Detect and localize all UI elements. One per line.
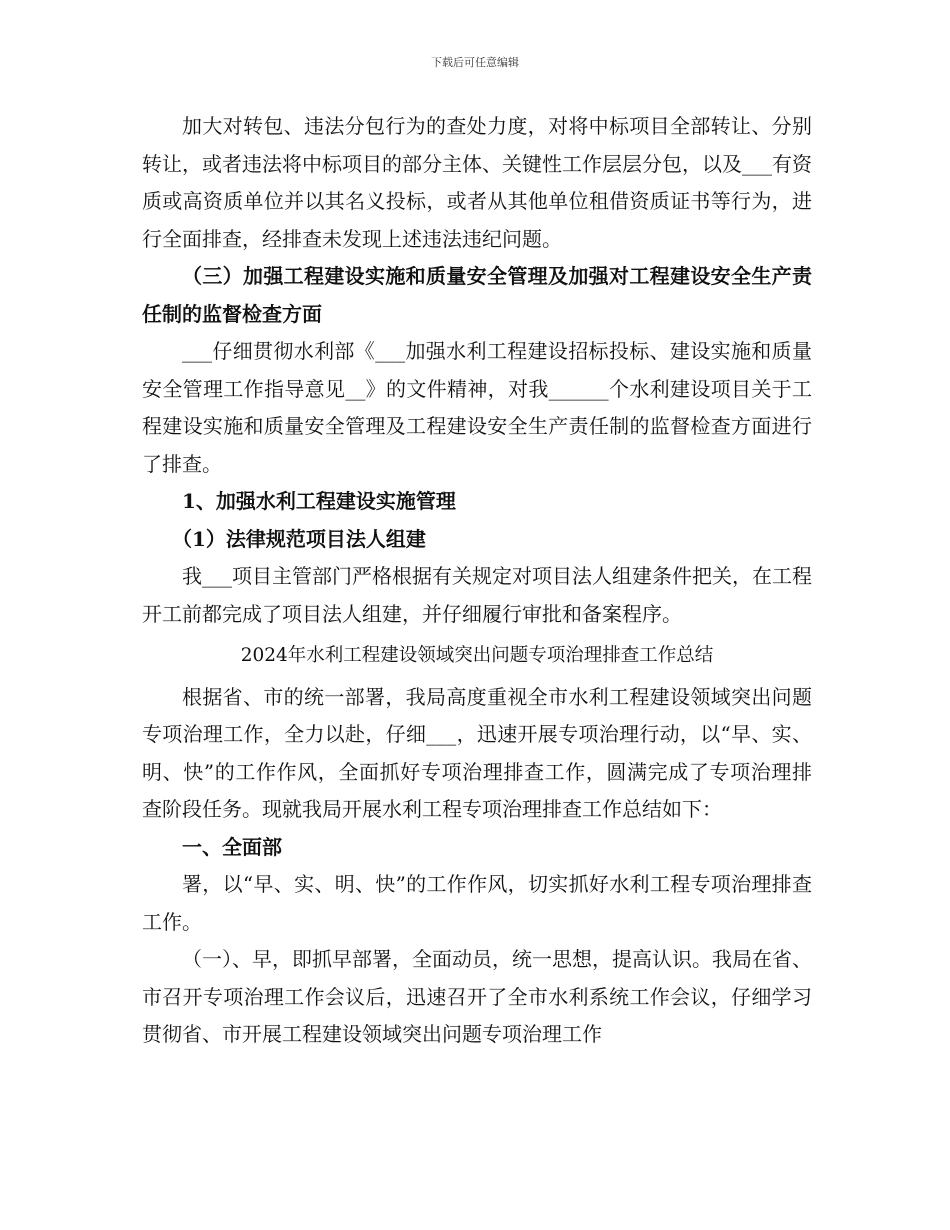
paragraph-guidance: ___仔细贯彻水利部《___加强水利工程建设招标投标、建设实施和质量安全管理工作指导意见__》的文件精神，对我______个水利建设项目关于工程建设实施和质量安全管理及工程建设安全生产责任制的监督检查方面进行了排查。 <box>142 339 812 476</box>
document-body <box>142 108 812 1054</box>
paragraph-subcontracting: 加大对转包、违法分包行为的查处力度，对将中标项目全部转让、分别转让，或者违法将中标项目的部分主体、关键性工作层层分包，以及___有资质或高资质单位并以其名义投标，或者从其他单位租借资质证书等行为，进行全面排查，经排查未发现上述违法违纪问题。 <box>142 114 812 251</box>
page-header: 下载后可任意编辑 <box>431 56 519 69</box>
paragraph-intro: 根据省、市的统一部署，我局高度重视全市水利工程建设领域突出问题专项治理工作，全力以赴，仔细___，迅速开展专项治理行动，以“早、实、明、快”的工作作风，全面抓好专项治理排查工作，圆满完成了专项治理排查阶段任务。现就我局开展水利工程专项治理排查工作总结如下： <box>142 684 812 821</box>
subsection-heading-1: 1、加强水利工程建设实施管理 <box>182 489 456 513</box>
paragraph-early-deployment: （一）、早，即抓早部署，全面动员，统一思想，提高认识。我局在省、市召开专项治理工作会议后，迅速召开了全市水利系统工作会议，仔细学习贯彻省、市开展工程建设领域突出问题专项治理工作 <box>142 947 812 1046</box>
subsection-heading-1-1: （1）法律规范项目法人组建 <box>172 526 426 551</box>
document-title: 2024年水利工程建设领域突出问题专项治理排查工作总结 <box>240 645 714 666</box>
section-heading-1: 一、全面部 <box>182 834 282 859</box>
paragraph-legal-person: 我___项目主管部门严格根据有关规定对项目法人组建条件把关，在工程开工前都完成了项目法人组建，并仔细履行审批和备案程序。 <box>142 564 812 626</box>
paragraph-work-style: 署，以“早、实、明、快”的工作作风，切实抓好水利工程专项治理排查工作。 <box>142 872 812 934</box>
section-heading-3: （三）加强工程建设实施和质量安全管理及加强对工程建设安全生产责任制的监督检查方面 <box>142 264 812 326</box>
